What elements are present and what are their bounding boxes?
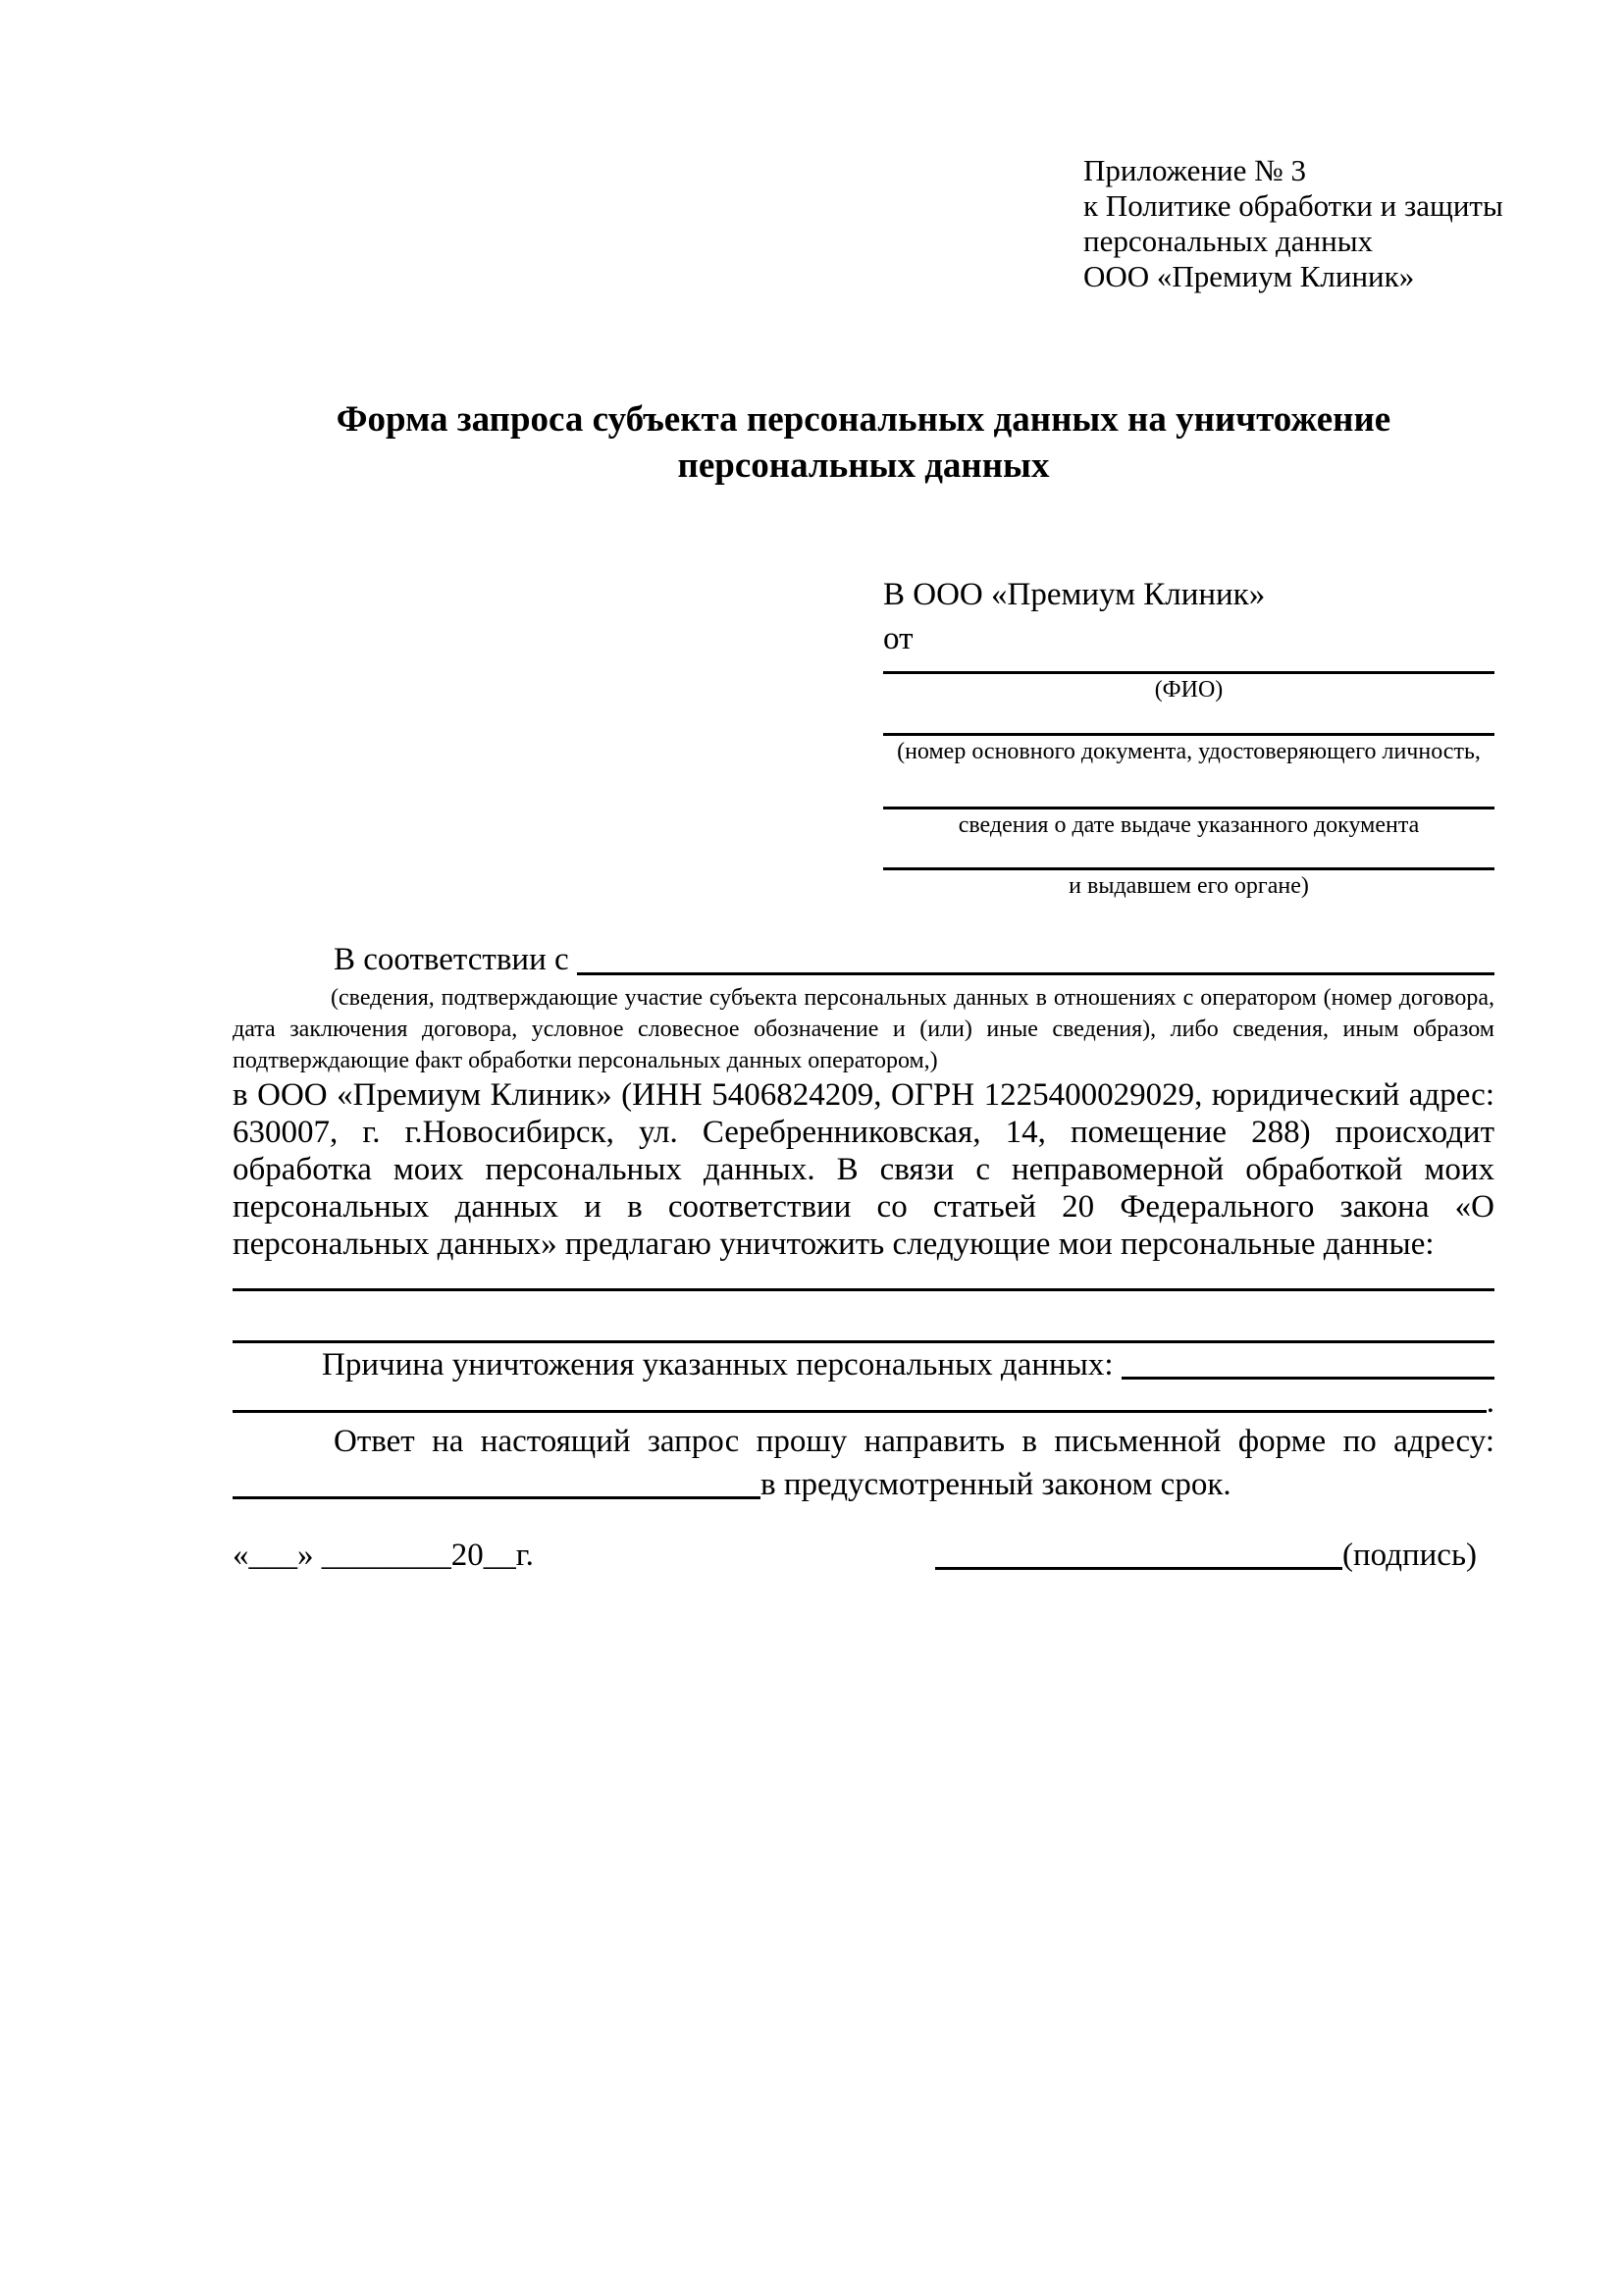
- fio-caption: (ФИО): [1154, 677, 1224, 703]
- signature-caption: (подпись): [1342, 1538, 1477, 1573]
- addressee-recipient: В ООО «Премиум Клиник»: [883, 577, 1266, 612]
- id-document-issue-date-blank-line: [883, 793, 1494, 809]
- sentence-period: .: [1486, 1384, 1494, 1420]
- reason-line: [233, 1343, 1494, 1386]
- fio-blank-line: [883, 661, 1494, 674]
- accordance-line: [233, 937, 1494, 982]
- id-document-number-blank-line: [883, 721, 1494, 736]
- document-title: Форма запроса субъекта персональных данных на уничтожение персональных данных: [336, 399, 1391, 486]
- id-document-authority-blank-line: [883, 853, 1494, 870]
- answer-address-line: [233, 1463, 1494, 1506]
- annex-line-2: к Политике обработки и защиты: [1083, 188, 1503, 223]
- personal-data-blank-line-2: [233, 1291, 1494, 1343]
- annex-line-1: Приложение № 3: [1083, 153, 1306, 187]
- id-document-issue-date-field: [883, 793, 1494, 841]
- id-document-number-field: [883, 721, 1494, 767]
- annex-line-4: ООО «Премиум Клиник»: [1083, 259, 1415, 293]
- address-blank-line: [233, 1463, 760, 1499]
- signature-block: [935, 1534, 1477, 1577]
- annex-line-3: персональных данных: [1083, 224, 1374, 258]
- id-document-number-caption: (номер основного документа, удостоверяющего личность,: [897, 739, 1481, 764]
- annex-block: [1083, 0, 1503, 294]
- personal-data-blank-line-1: [233, 1263, 1494, 1291]
- addressee-block: [883, 573, 1494, 902]
- fio-field: [883, 661, 1494, 705]
- answer-sentence: Ответ на настоящий запрос прошу направить в письменной форме по адресу:: [334, 1424, 1494, 1459]
- id-document-authority-caption: и выдавшем его органе): [1069, 873, 1309, 899]
- signature-blank-line: [935, 1534, 1342, 1570]
- accordance-prefix: В соответствии с: [334, 942, 569, 977]
- addressee-from-label: от: [883, 621, 914, 656]
- reason-blank-line: [1122, 1343, 1494, 1380]
- reason-label: Причина уничтожения указанных персональных данных:: [322, 1347, 1114, 1383]
- reason-continuation-blank-line: [233, 1386, 1487, 1413]
- answer-tail: в предусмотренный законом срок.: [760, 1467, 1231, 1502]
- id-document-issue-date-caption: сведения о дате выдаче указанного документа: [958, 812, 1420, 838]
- accordance-note: (сведения, подтверждающие участие субъекта персональных данных в отношениях с оператором (номер договора, дата заключения договора, условное словесное обозначение и (или) иные сведения), либо сведения, иным образом подтверждающие факт обработки персональных данных оператором,): [233, 985, 1494, 1073]
- main-paragraph: в ООО «Премиум Клиник» (ИНН 5406824209, ОГРН 1225400029029, юридический адрес: 630007, г. г.Новосибирск, ул. Серебренниковская, 14, помещение 288) происходит обработка моих персональных данных. В связи с неправомерной обработкой моих персональных данных и в соответствии со статьей 20 Федерального закона «О персональных данных» предлагаю уничтожить следующие мои персональные данные:: [233, 1077, 1494, 1262]
- accordance-blank-line: [577, 937, 1494, 975]
- reason-continuation-line: [233, 1386, 1494, 1418]
- date-signature-row: [233, 1534, 1494, 1577]
- id-document-authority-field: [883, 853, 1494, 902]
- date-template: «___» ________20__г.: [233, 1538, 534, 1573]
